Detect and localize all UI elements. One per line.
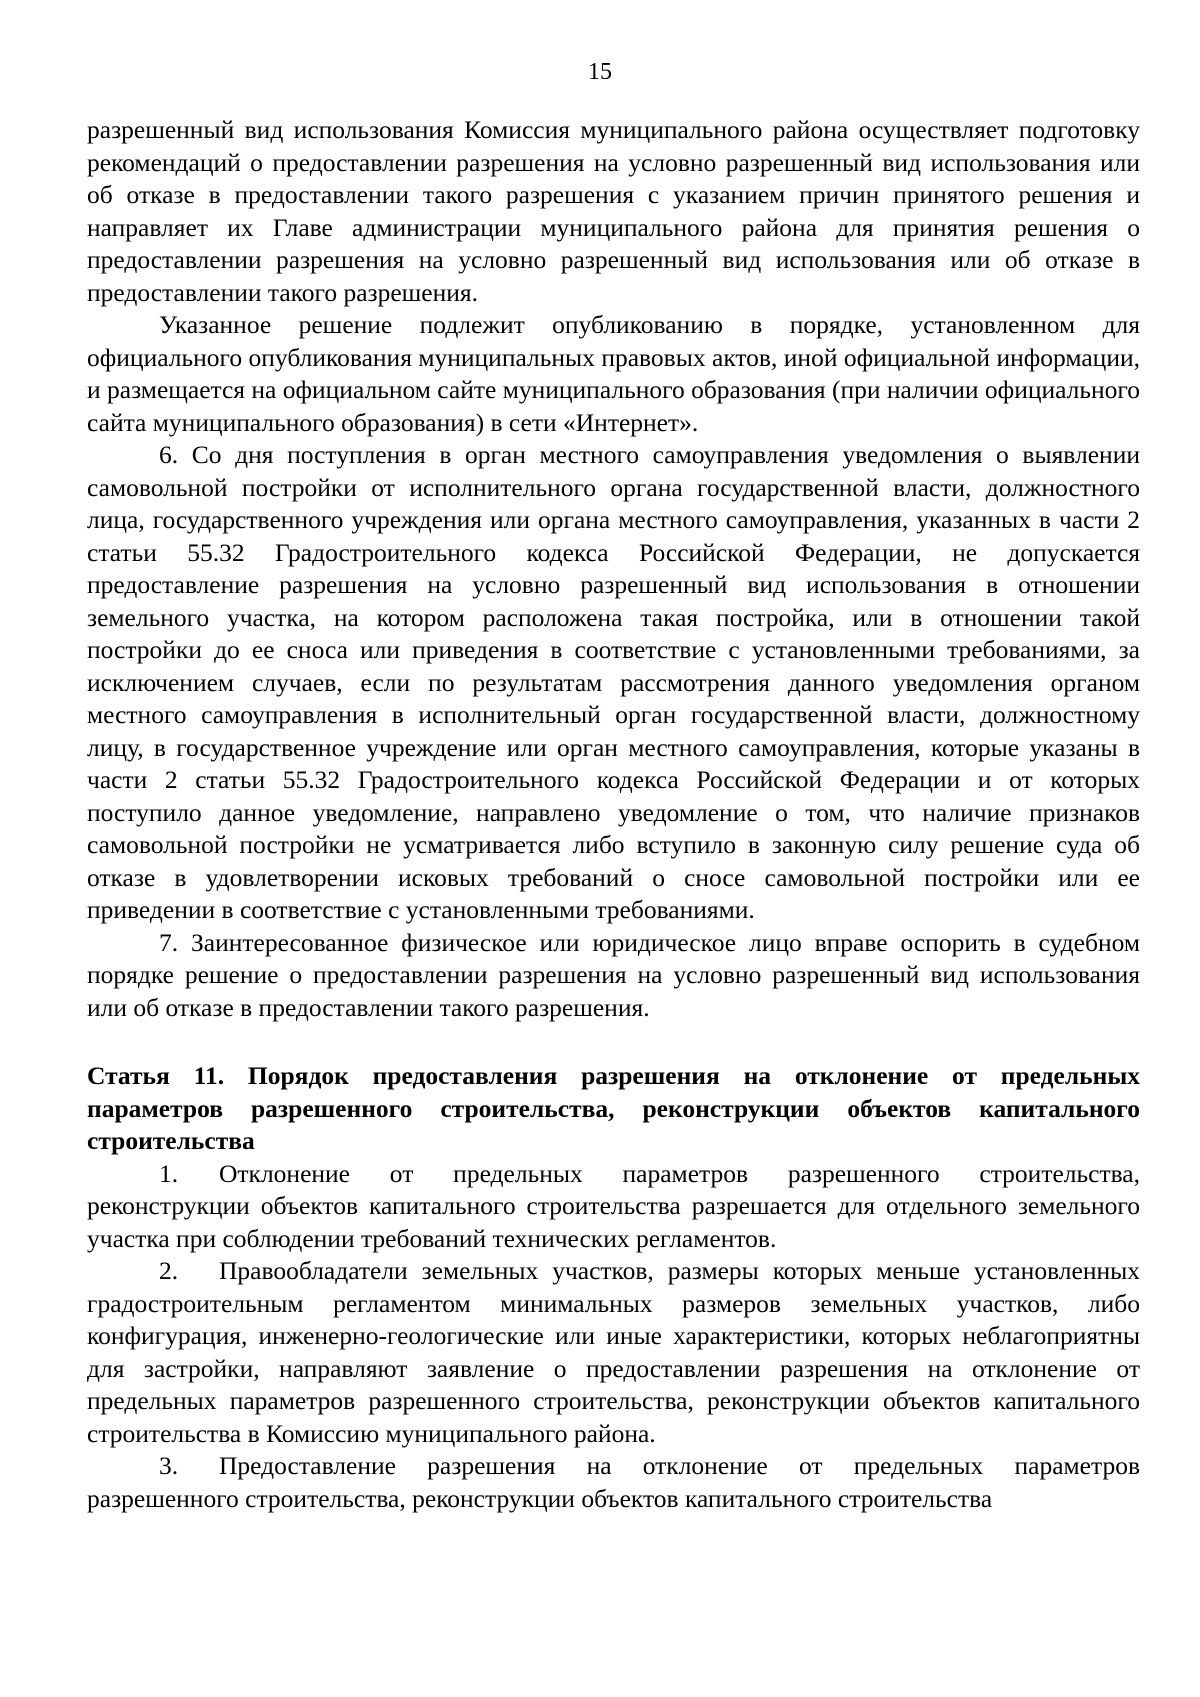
article-item-3 xyxy=(87,1450,1140,1515)
document-body xyxy=(87,114,1140,1515)
item-number: 3. xyxy=(159,1451,179,1480)
item-text: Предоставление разрешения на отклонение от предельных параметров разрешенного строительства, реконструкции объектов капитального строительства xyxy=(87,1451,1140,1513)
item-text: Правообладатели земельных участков, размеры которых меньше установленных градостроительным регламентом минимальных размеров земельных участков, либо конфигурация, инженерно-геологические или иные характеристики, которых неблагоприятны для застройки, направляют заявление о предоставлении разрешения на отклонение от предельных параметров разрешенного строительства, реконструкции объектов капитального строительства в Комиссию муниципального района. xyxy=(87,1256,1140,1448)
page-number: 15 xyxy=(588,59,612,85)
article-11-heading: Статья 11. Порядок предоставления разрешения на отклонение от предельных параметров разрешенного строительства, реконструкции объектов капитального строительства xyxy=(87,1061,1140,1155)
paragraph-item-6: 6. Со дня поступления в орган местного самоуправления уведомления о выявлении самовольной постройки от исполнительного органа государственной власти, должностного лица, государственного учреждения или органа местного самоуправления, указанных в части 2 статьи 55.32 Градостроительного кодекса Российской Федерации, не допускается предоставление разрешения на условно разрешенный вид использования в отношении земельного участка, на котором расположена такая постройка, или в отношении такой постройки до ее сноса или приведения в соответствие с установленными требованиями, за исключением случаев, если по результатам рассмотрения данного уведомления органом местного самоуправления в исполнительный орган государственной власти, должностному лицу, в государственное учреждение или орган местного самоуправления, которые указаны в части 2 статьи 55.32 Градостроительного кодекса Российской Федерации и от которых поступило данное уведомление, направлено уведомление о том, что наличие признаков самовольной постройки не усматривается либо вступило в законную силу решение суда об отказе в удовлетворении исковых требований о сносе самовольной постройки или ее приведении в соответствие с установленными требованиями. xyxy=(87,440,1140,924)
item-text: Отклонение от предельных параметров разрешенного строительства, реконструкции объектов капитального строительства разрешается для отдельного земельного участка при соблюдении требований технических регламентов. xyxy=(87,1158,1140,1253)
paragraph-continuation: разрешенный вид использования Комиссия муниципального района осуществляет подготовку рекомендаций о предоставлении разрешения на условно разрешенный вид использования или об отказе в предоставлении такого разрешения с указанием причин принятого решения и направляет их Главе администрации муниципального района для принятия решения о предоставлении разрешения на условно разрешенный вид использования или об отказе в предоставлении такого разрешения. xyxy=(87,115,1140,307)
item-number: 1. xyxy=(159,1158,179,1188)
article-item-2 xyxy=(87,1255,1140,1450)
article-item-1 xyxy=(87,1158,1140,1256)
paragraph-publication: Указанное решение подлежит опубликованию в порядке, установленном для официального опубликования муниципальных правовых актов, иной официальной информации, и размещается на официальном сайте муниципального образования (при наличии официального сайта муниципального образования) в сети «Интернет». xyxy=(87,310,1140,437)
paragraph-item-7: 7. Заинтересованное физическое или юридическое лицо вправе оспорить в судебном порядке решение о предоставлении разрешения на условно разрешенный вид использования или об отказе в предоставлении такого разрешения. xyxy=(87,927,1140,1022)
item-number: 2. xyxy=(159,1256,179,1285)
